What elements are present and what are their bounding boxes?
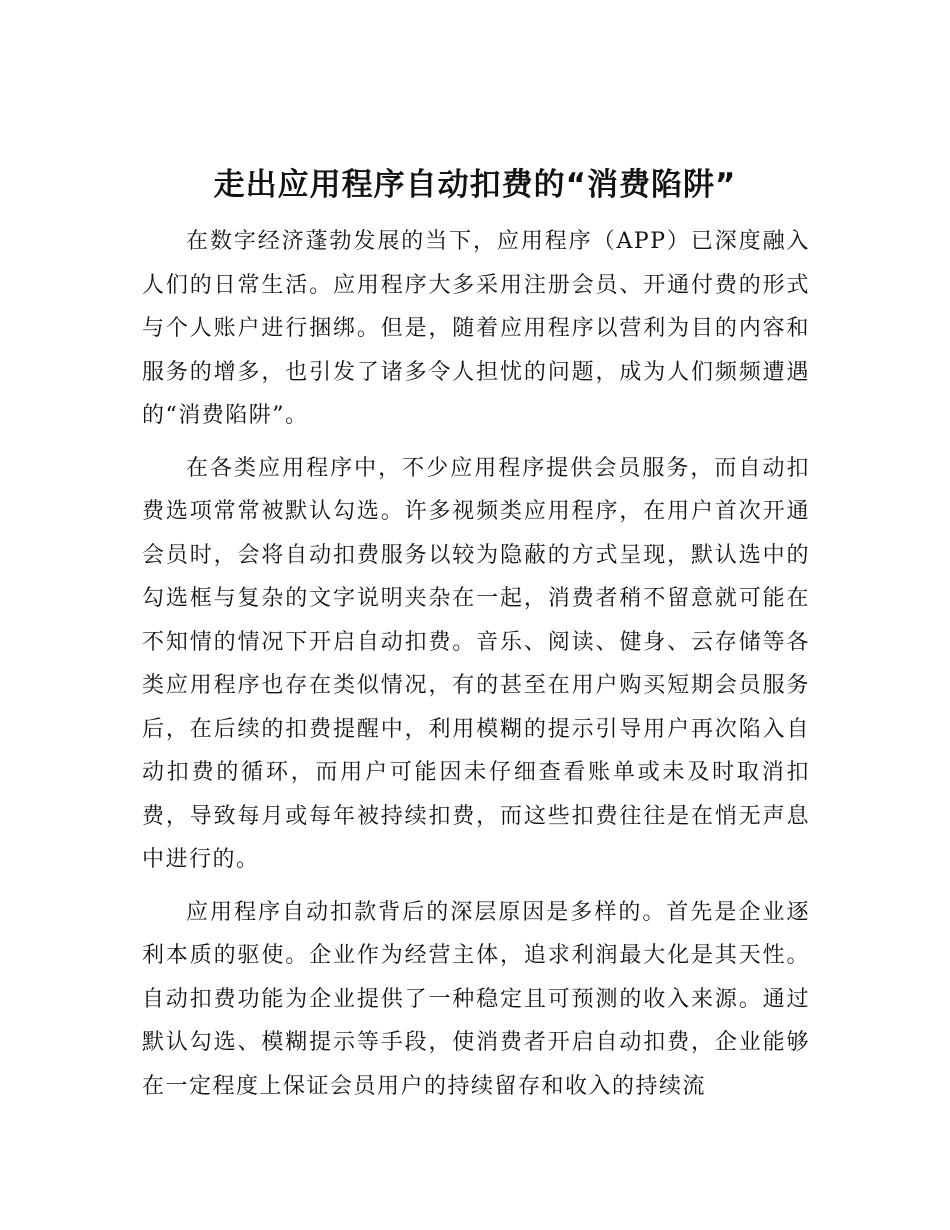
document-body: [142, 220, 810, 1117]
paragraph-2: 在各类应用程序中，不少应用程序提供会员服务，而自动扣费选项常常被默认勾选。许多视频类应用程序，在用户首次开通会员时，会将自动扣费服务以较为隐蔽的方式呈现，默认选中的勾选框与复杂的文字说明夹杂在一起，消费者稍不留意就可能在不知情的情况下开启自动扣费。音乐、阅读、健身、云存储等各类应用程序也存在类似情况，有的甚至在用户购买短期会员服务后，在后续的扣费提醒中，利用模糊的提示引导用户再次陷入自动扣费的循环，而用户可能因未仔细查看账单或未及时取消扣费，导致每月或每年被持续扣费，而这些扣费往往是在悄无声息中进行的。: [142, 455, 810, 872]
paragraph-3: 应用程序自动扣款背后的深层原因是多样的。首先是企业逐利本质的驱使。企业作为经营主体，追求利润最大化是其天性。自动扣费功能为企业提供了一种稳定且可预测的收入来源。通过默认勾选、模糊提示等手段，使消费者开启自动扣费，企业能够在一定程度上保证会员用户的持续留存和收入的持续流: [142, 899, 810, 1099]
paragraph-1: 在数字经济蓬勃发展的当下，应用程序（APP）已深度融入人们的日常生活。应用程序大多采用注册会员、开通付费的形式与个人账户进行捆绑。但是，随着应用程序以营利为目的内容和服务的增多，也引发了诸多令人担忧的问题，成为人们频频遭遇的“消费陷阱”。: [142, 229, 810, 428]
document-title: 走出应用程序自动扣费的“消费陷阱”: [213, 167, 737, 203]
